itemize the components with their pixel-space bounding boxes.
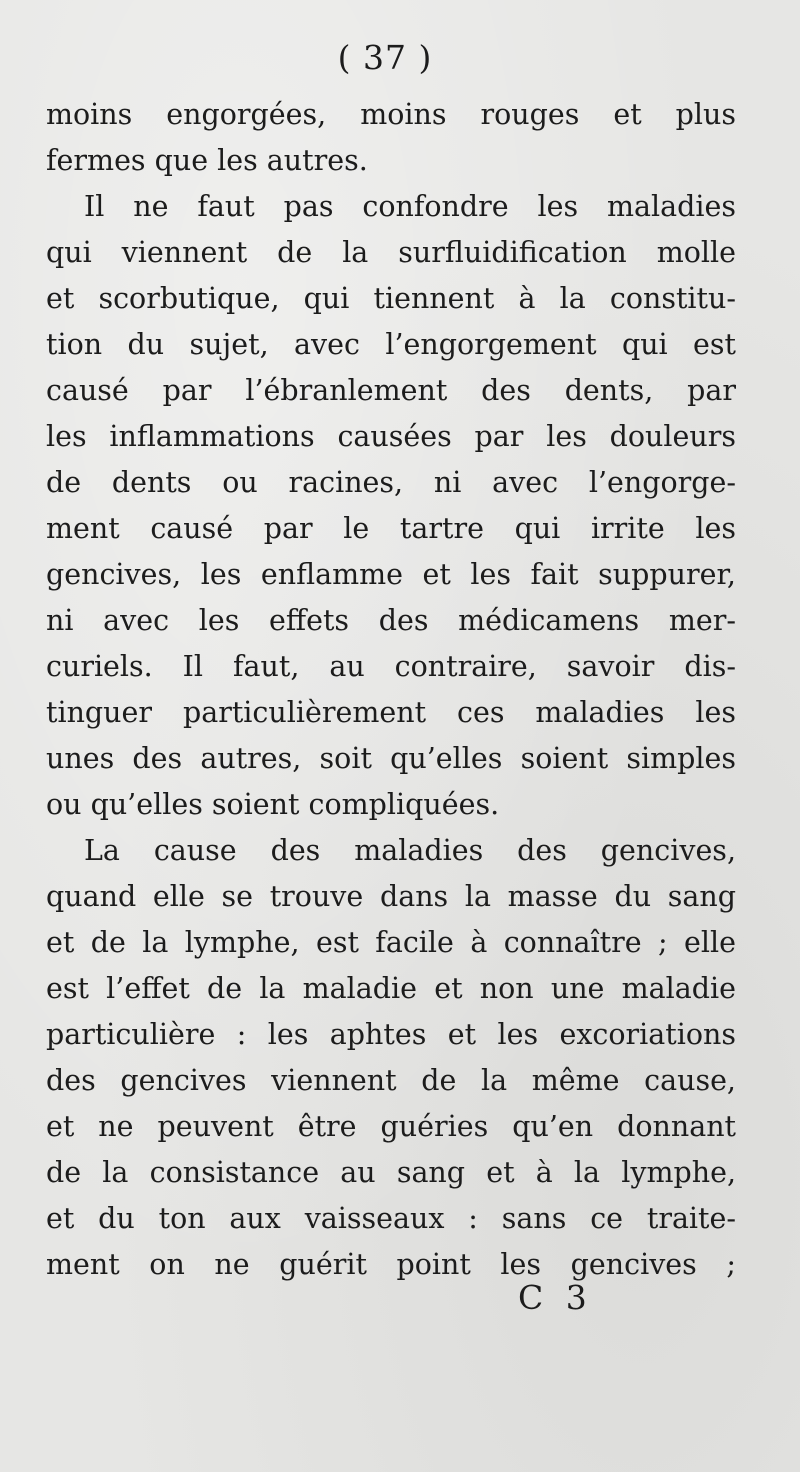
signature-mark: C 3 xyxy=(518,1278,593,1317)
text-line: les inflammations causées par les douleurs xyxy=(46,420,736,453)
text-line: et du ton aux vaisseaux : sans ce traite- xyxy=(46,1202,736,1235)
text-line: ou qu’elles soient compliquées. xyxy=(46,788,500,821)
text-line: quand elle se trouve dans la masse du sang xyxy=(46,880,736,913)
text-line: ment causé par le tartre qui irrite les xyxy=(46,512,736,545)
text-line: unes des autres, soit qu’elles soient simples xyxy=(46,742,736,775)
text-line: et scorbutique, qui tiennent à la constitu- xyxy=(46,282,736,315)
text-line: curiels. Il faut, au contraire, savoir dis- xyxy=(46,650,736,683)
text-line: Il ne faut pas confondre les maladies xyxy=(84,190,736,223)
text-line: particulière : les aphtes et les excoriations xyxy=(46,1018,736,1051)
text-line: et de la lymphe, est facile à connaître ; elle xyxy=(46,926,736,959)
text-line: fermes que les autres. xyxy=(46,144,368,177)
text-line: de la consistance au sang et à la lymphe, xyxy=(46,1156,736,1189)
body-text xyxy=(46,92,736,1288)
text-line: est l’effet de la maladie et non une maladie xyxy=(46,972,736,1005)
text-line: ni avec les effets des médicamens mer- xyxy=(46,604,736,637)
text-line: et ne peuvent être guéries qu’en donnant xyxy=(46,1110,736,1143)
text-line: qui viennent de la surfluidification molle xyxy=(46,236,736,269)
text-line: La cause des maladies des gencives, xyxy=(84,834,736,867)
text-line: gencives, les enflamme et les fait suppurer, xyxy=(46,558,736,591)
text-line: causé par l’ébranlement des dents, par xyxy=(46,374,736,407)
text-line: des gencives viennent de la même cause, xyxy=(46,1064,736,1097)
text-line: moins engorgées, moins rouges et plus xyxy=(46,98,736,131)
text-line: tinguer particulièrement ces maladies les xyxy=(46,696,736,729)
page-number: ( 37 ) xyxy=(337,38,433,77)
text-line: de dents ou racines, ni avec l’engorge- xyxy=(46,466,736,499)
text-line: ment on ne guérit point les gencives ; xyxy=(46,1248,736,1281)
text-line: tion du sujet, avec l’engorgement qui est xyxy=(46,328,736,361)
